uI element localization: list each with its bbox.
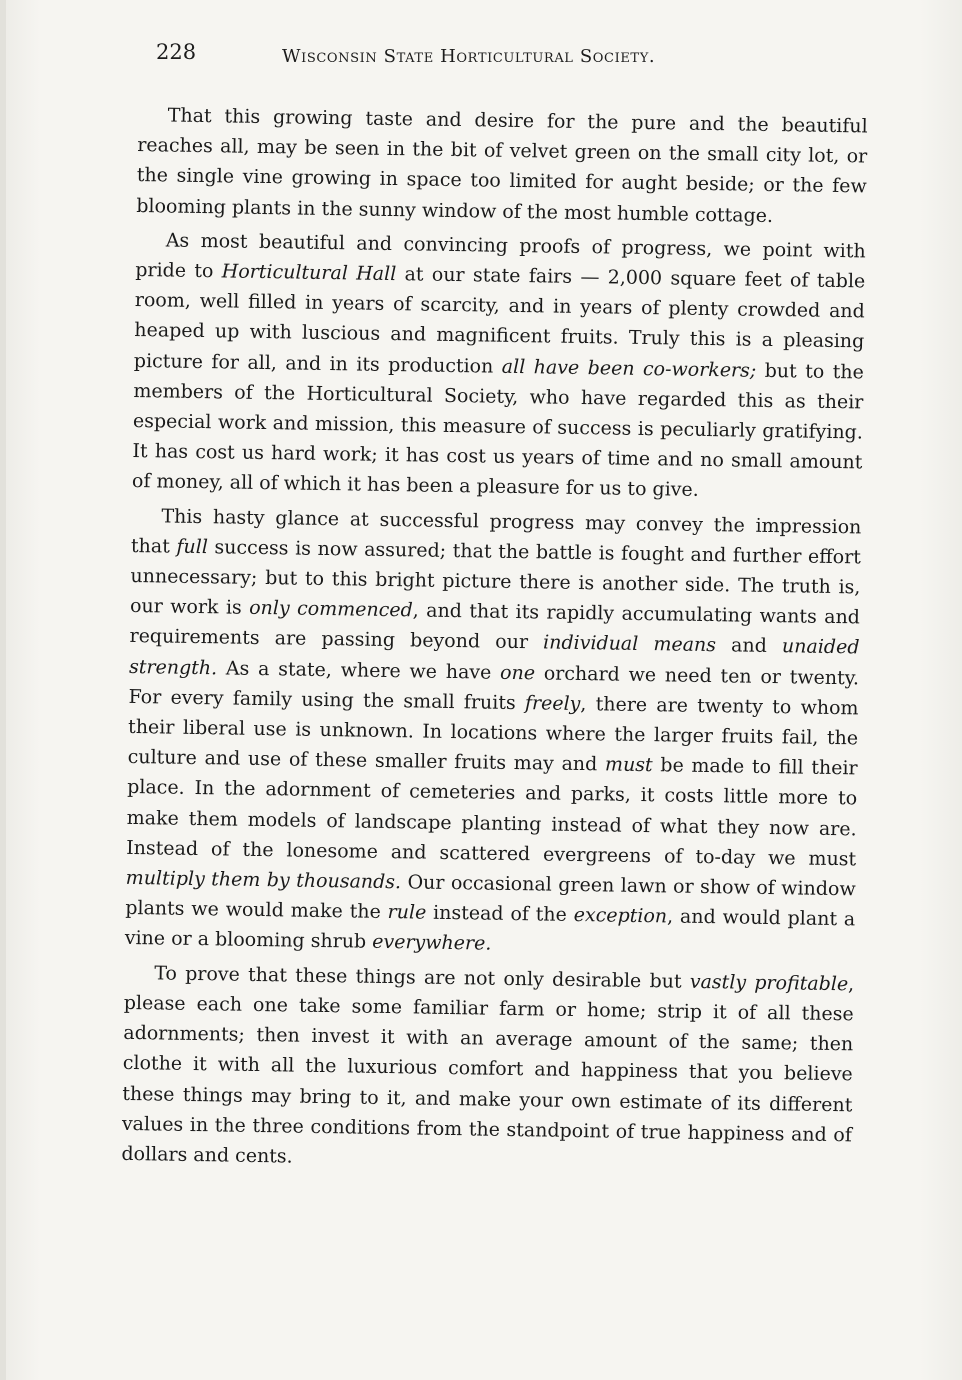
page-number: 228 <box>156 40 197 64</box>
page-gutter-shadow <box>0 0 6 1380</box>
text-run: As most beautiful and convincing proofs of progress, we point with pride to <box>135 229 866 283</box>
body-text <box>121 100 868 1184</box>
text-run: be made to fill their place. In the adornment of cemeteries and parks, it costs little more to make them models of landscape planting instead of what they now are. Instead of the lonesome and scattered evergreens of to-day we must <box>126 754 858 871</box>
text-run: Our occasional green lawn or show of window plants we would make the <box>125 871 856 924</box>
paragraph <box>136 100 868 232</box>
text-run: , please each one take some familiar farm or home; strip it of all these adornments; then invest it with an average amount of the same; then clothe it with all the luxurious comfort and happiness that you believe these things may bring to it, and make your own estimate of its different values in the three conditions from the standpoint of true happiness and of dollars and cents. <box>121 972 855 1168</box>
paragraph <box>132 225 866 508</box>
text-run: That this growing taste and desire for the pure and the beautiful reaches all, may be seen in the bit of velvet green on the small city lot, or the single vine growing in space too limited for aught beside; or the few blooming plants in the sunny window of the most humble cottage. <box>136 104 868 227</box>
text-run: instead of the <box>426 901 574 927</box>
text-run: but to the members of the Horticultural Society, who have regarded this as their especial work and mission, this measure of success is peculiarly gratifying. It has cost us hard work; it has cost us years of time and no small amount of money, all of which it has been a pleasure for us to give. <box>131 359 865 502</box>
italic-text: everywhere. <box>372 931 492 956</box>
text-run: As a state, where we have <box>216 656 501 684</box>
italic-text: one <box>499 661 536 684</box>
italic-text: exception <box>573 904 668 928</box>
text-run: , and would plant a vine or a blooming shrub <box>124 905 856 954</box>
paragraph <box>121 958 854 1181</box>
italic-text: freely <box>524 692 581 715</box>
italic-text: rule <box>387 901 427 924</box>
text-run: at our state fairs — 2,000 square feet of table room, well filled in years of scarcity, and in years of plenty crowded and heaped up with luscious and magnificent fruits. Truly this is a pleasing picture for all, and in its production <box>133 263 866 378</box>
paragraph <box>125 501 862 965</box>
italic-text: vastly profitable <box>689 970 849 995</box>
italic-text: only commenced <box>249 597 413 622</box>
italic-text: all have been co-workers; <box>501 355 757 382</box>
text-run: , there are twenty to whom their liberal use is unknown. In locations where the larger fruits fail, the culture and use of these smaller fruits may and <box>127 692 859 776</box>
italic-text: must <box>604 753 653 777</box>
page-header <box>156 40 776 80</box>
text-run: success is now assured; that the battle is fought and further effort unnecessary; but to this bright picture there is another side. The truth is, our work is <box>129 535 862 620</box>
italic-text: multiply them by thousands. <box>125 866 402 894</box>
italic-text: individual means <box>542 631 717 657</box>
italic-text: unaided strength. <box>128 635 860 679</box>
text-run: and <box>715 634 783 658</box>
text-run: orchard we need ten or twenty. For every family using the small fruits <box>128 661 860 715</box>
text-run: This hasty glance at successful progress may convey the impression that <box>130 505 862 558</box>
italic-text: full <box>176 535 209 558</box>
italic-text: Horticultural Hall <box>221 260 397 286</box>
text-run: To prove that these things are not only desirable but <box>154 962 691 993</box>
text-run: , and that its rapidly accumulating wants and requirements are passing beyond our <box>129 599 861 654</box>
running-head: Wisconsin State Horticultural Society. <box>282 46 656 67</box>
